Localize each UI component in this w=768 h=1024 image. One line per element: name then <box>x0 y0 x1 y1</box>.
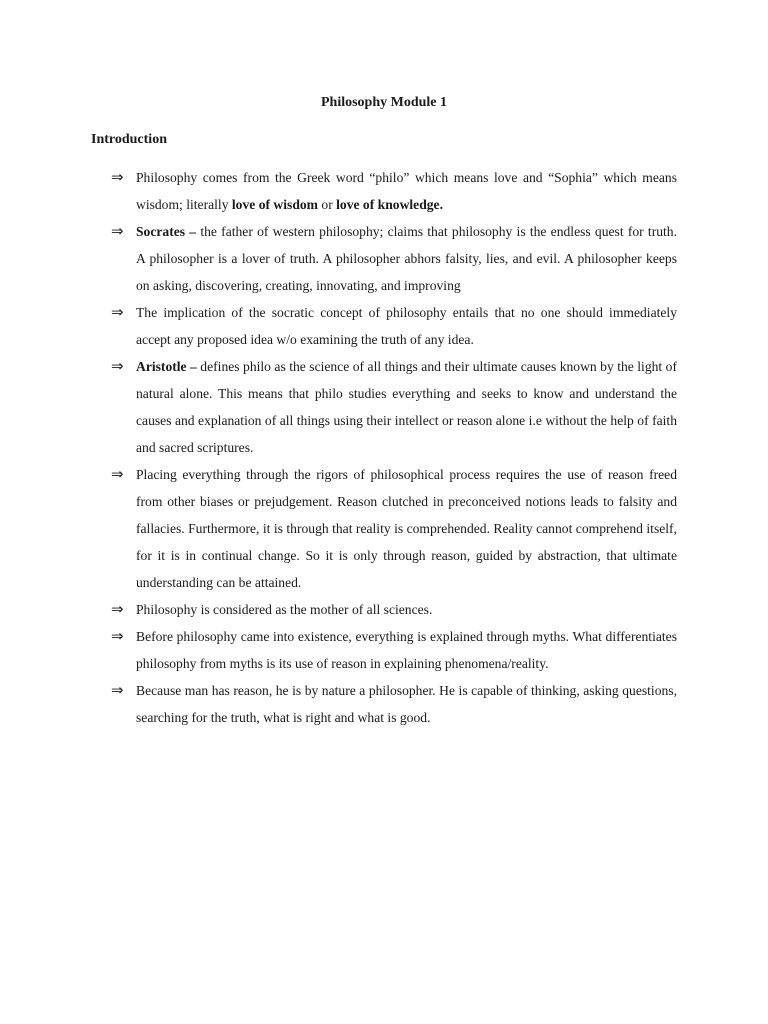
list-item <box>111 623 677 677</box>
double-arrow-icon: ⇒ <box>111 600 124 618</box>
body-text: Philosophy comes from the Greek word “philo” which means love and “Sophia” which means wisdom; literally <box>136 170 677 212</box>
bold-text: love of knowledge. <box>336 197 443 212</box>
section-heading: Introduction <box>91 132 167 147</box>
body-text: the father of western philosophy; claims that philosophy is the endless quest for truth. A philosopher is a lover of truth. A philosopher abhors falsity, lies, and evil. A philosopher keeps on asking, discovering, creating, innovating, and improving <box>136 224 677 293</box>
double-arrow-icon: ⇒ <box>111 627 124 645</box>
body-text: defines philo as the science of all things and their ultimate causes known by the light of natural alone. This means that philo studies everything and seeks to know and understand the causes and explanation of all things using their intellect or reason alone i.e without the help of faith and sacred scriptures. <box>136 359 677 455</box>
bullet-list <box>111 164 677 731</box>
page-title: Philosophy Module 1 <box>320 95 448 110</box>
list-item <box>111 677 677 731</box>
list-item <box>111 353 677 461</box>
bold-text: Socrates – <box>136 224 197 239</box>
bold-text: love of wisdom <box>231 197 318 212</box>
double-arrow-icon: ⇒ <box>111 222 124 240</box>
double-arrow-icon: ⇒ <box>111 681 124 699</box>
double-arrow-icon: ⇒ <box>111 465 124 483</box>
list-item <box>111 461 677 596</box>
double-arrow-icon: ⇒ <box>111 357 124 375</box>
body-text: Before philosophy came into existence, everything is explained through myths. What differentiates philosophy from myths is its use of reason in explaining phenomena/reality. <box>136 629 677 671</box>
list-item <box>111 596 677 623</box>
body-text: The implication of the socratic concept of philosophy entails that no one should immediately accept any proposed idea w/o examining the truth of any idea. <box>136 305 677 347</box>
body-text: Philosophy is considered as the mother of all sciences. <box>136 602 433 617</box>
double-arrow-icon: ⇒ <box>111 168 124 186</box>
list-item <box>111 299 677 353</box>
bold-text: Aristotle – <box>136 359 197 374</box>
body-text: Placing everything through the rigors of philosophical process requires the use of reason freed from other biases or prejudgement. Reason clutched in preconceived notions leads to falsity and fallacies. Furthermore, it is through that reality is comprehended. Reality cannot comprehend itself, for it is in continual change. So it is only through reason, guided by abstraction, that ultimate understanding can be attained. <box>136 467 677 590</box>
body-text: Because man has reason, he is by nature a philosopher. He is capable of thinking, asking questions, searching for the truth, what is right and what is good. <box>136 683 677 725</box>
list-item <box>111 218 677 299</box>
double-arrow-icon: ⇒ <box>111 303 124 321</box>
body-text: or <box>318 197 337 212</box>
list-item <box>111 164 677 218</box>
